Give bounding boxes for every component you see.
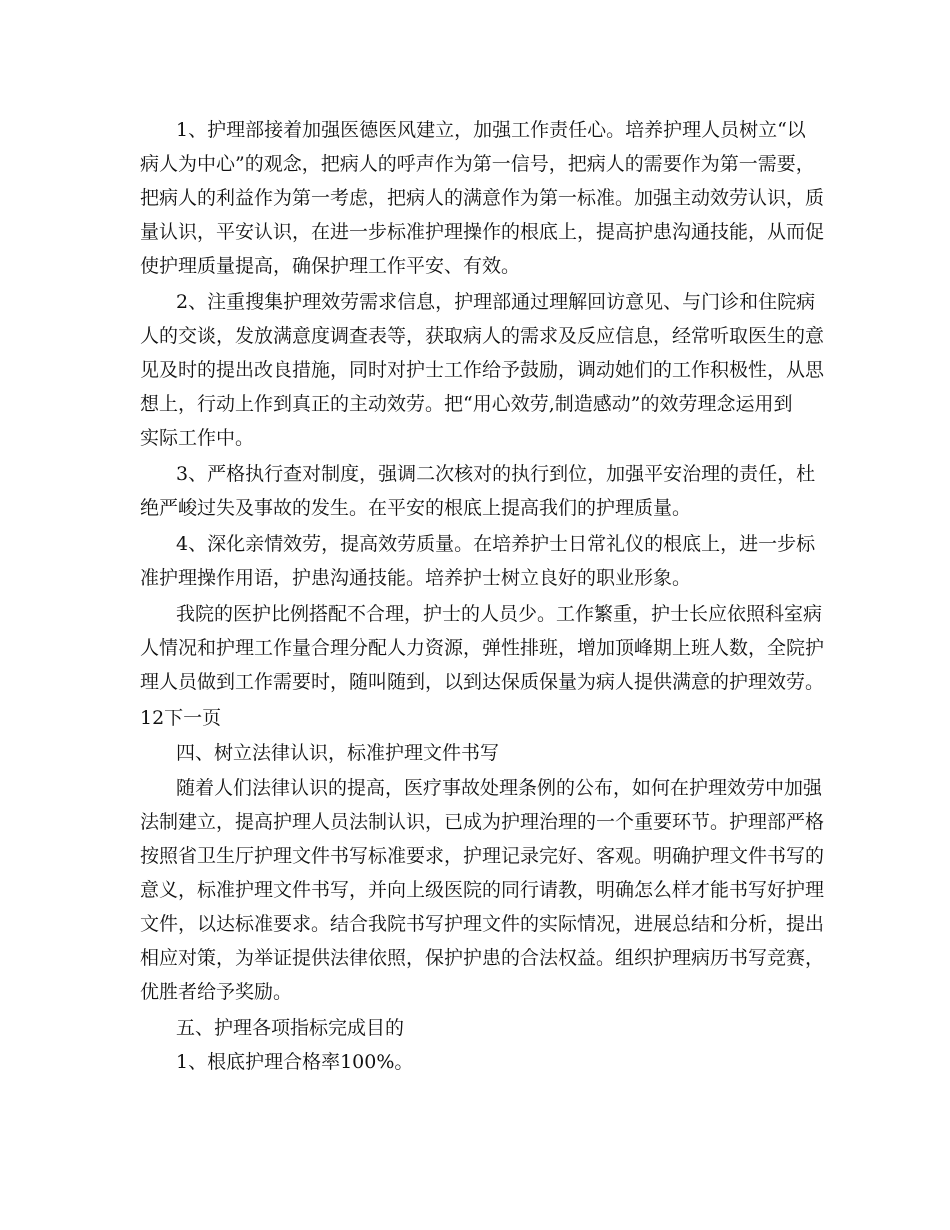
paragraph-1-line-2: 病人为中心”的观念，把病人的呼声作为第一信号，把病人的需要作为第一需要，: [140, 153, 815, 175]
paragraph-1-line-1: 1、护理部接着加强医德医风建立，加强工作责任心。培养护理人员树立“以: [176, 119, 806, 141]
paragraph-5-line-2: 人情况和护理工作量合理分配人力资源，弹性排班，增加顶峰期上班人数，全院护: [140, 637, 825, 659]
paragraph-1-line-4: 量认识，平安认识，在进一步标准护理操作的根底上，提高护患沟通技能，从而促: [140, 221, 825, 243]
paragraph-8-line-6: 相应对策，为举证提供法律依照，保护护患的合法权益。组织护理病历书写竞赛，: [140, 947, 825, 969]
target-item-1: 1、根底护理合格率100%。: [176, 1051, 414, 1073]
paragraph-8-line-4: 意义，标准护理文件书写，并向上级医院的同行请教，明确怎么样才能书写好护理: [140, 879, 825, 901]
section-heading-5: 五、护理各项指标完成目的: [176, 1017, 405, 1039]
paragraph-2-line-1: 2、注重搜集护理效劳需求信息，护理部通过理解回访意见、与门诊和住院病: [176, 291, 816, 313]
paragraph-8-line-5: 文件，以达标准要求。结合我院书写护理文件的实际情况，进展总结和分析，提出: [140, 913, 825, 935]
paragraph-8-line-7: 优胜者给予奖励。: [140, 981, 293, 1003]
paragraph-5-line-1: 我院的医护比例搭配不合理，护士的人员少。工作繁重，护士长应依照科室病: [176, 603, 823, 625]
paragraph-4-line-2: 准护理操作用语，护患沟通技能。培养护士树立良好的职业形象。: [140, 567, 692, 589]
paragraph-3-line-2: 绝严峻过失及事故的发生。在平安的根底上提高我们的护理质量。: [140, 497, 692, 519]
paragraph-2-line-3: 见及时的提出改良措施，同时对护士工作给予鼓励，调动她们的工作积极性，从思: [140, 359, 825, 381]
paragraph-5-line-3: 理人员做到工作需要时，随叫随到，以到达保质保量为病人提供满意的护理效劳。: [140, 671, 825, 693]
paragraph-1-line-5: 使护理质量提高，确保护理工作平安、有效。: [140, 255, 521, 277]
section-heading-4: 四、树立法律认识，标准护理文件书写: [176, 742, 500, 764]
paragraph-8-line-3: 按照省卫生厅护理文件书写标准要求，护理记录完好、客观。明确护理文件书写的: [140, 845, 825, 867]
paragraph-2-line-4: 想上，行动上作到真正的主动效劳。把“用心效劳,制造感动”的效劳理念运用到: [140, 393, 793, 415]
paragraph-3-line-1: 3、严格执行查对制度，强调二次核对的执行到位，加强平安治理的责任，杜: [176, 463, 816, 485]
paragraph-2-line-2: 人的交谈，发放满意度调查表等，获取病人的需求及反应信息，经常听取医生的意: [140, 325, 825, 347]
paragraph-8-line-1: 随着人们法律认识的提高，医疗事故处理条例的公布，如何在护理效劳中加强: [176, 777, 823, 799]
page-marker: 12下一页: [140, 707, 222, 729]
paragraph-4-line-1: 4、深化亲情效劳，提高效劳质量。在培养护士日常礼仪的根底上，进一步标: [176, 533, 816, 555]
paragraph-2-line-5: 实际工作中。: [140, 427, 255, 449]
paragraph-1-line-3: 把病人的利益作为第一考虑，把病人的满意作为第一标准。加强主动效劳认识，质: [140, 187, 825, 209]
paragraph-8-line-2: 法制建立，提高护理人员法制认识，已成为护理治理的一个重要环节。护理部严格: [140, 811, 825, 833]
